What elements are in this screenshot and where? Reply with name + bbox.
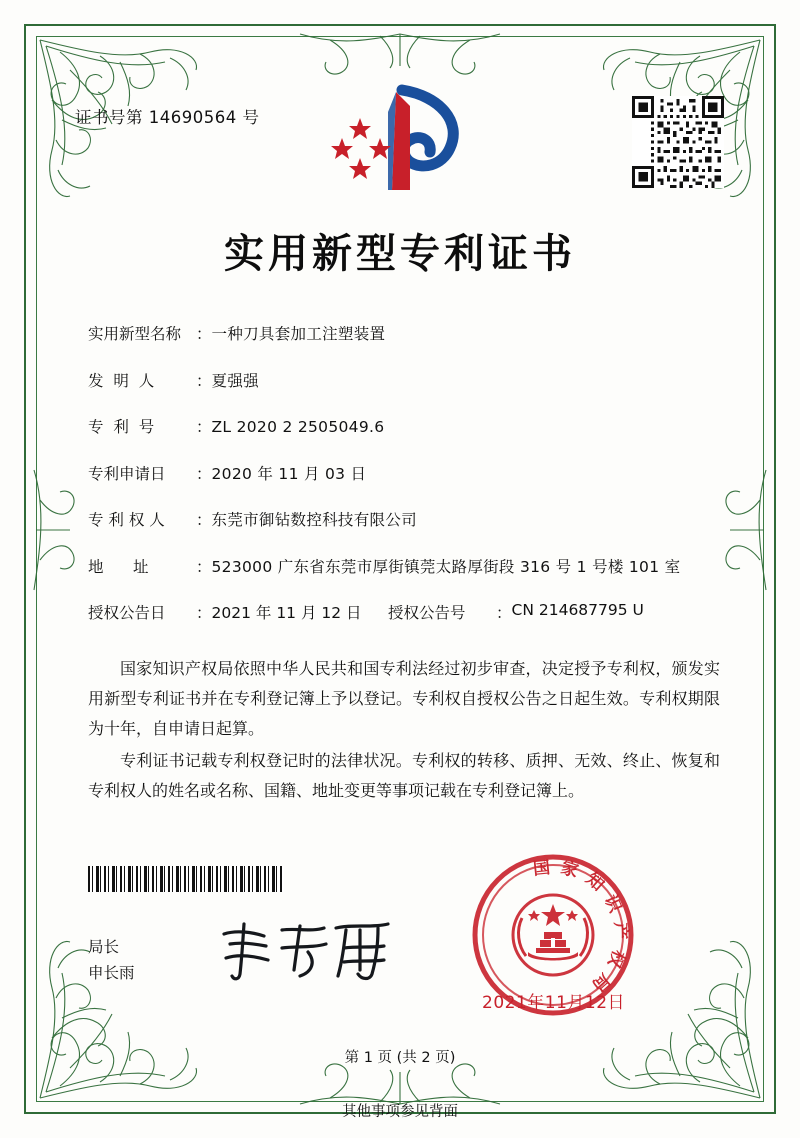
signature-block (88, 934, 135, 986)
field-value: 一种刀具套加工注塑装置 (211, 325, 386, 343)
field-grant-publication-number (388, 601, 644, 623)
field-inventor (88, 369, 718, 393)
field-value: 2021 年 11 月 12 日 (211, 604, 362, 623)
handwritten-signature (212, 918, 402, 984)
field-patent-number (88, 415, 718, 439)
field-label: 发 明 人 (88, 371, 155, 390)
field-colon: ： (196, 371, 212, 390)
field-application-date (88, 462, 718, 486)
barcode (88, 866, 284, 892)
field-grant-row (88, 601, 718, 623)
field-colon: ： (196, 464, 212, 483)
field-patentee (88, 508, 718, 532)
field-colon: ： (196, 557, 212, 576)
field-label: 实用新型名称 (88, 325, 182, 343)
page-title: 实用新型专利证书 (224, 231, 576, 277)
sipo-logo (330, 82, 470, 200)
field-label: 专 利 权 人 (88, 511, 165, 530)
body-paragraph-1: 国家知识产权局依照中华人民共和国专利法经过初步审查，决定授予专利权，颁发实用新型专利证书并在专利登记簿上予以登记。专利权自授权公告之日起生效。专利权期限为十年，自申请日起算。 (88, 659, 720, 738)
field-utility-model-name (88, 322, 718, 346)
field-label: 专 利 号 (88, 418, 155, 437)
body-paragraph-2: 专利证书记载专利权登记时的法律状况。专利权的转移、质押、无效、终止、恢复和专利权人的姓名或名称、国籍、地址变更等事项记载在专利登记簿上。 (88, 751, 720, 800)
field-label: 地 址 (88, 557, 149, 576)
field-value: 东莞市御钻数控科技有限公司 (211, 511, 417, 530)
field-value: 2020 年 11 月 03 日 (211, 464, 367, 483)
qr-code (632, 96, 724, 188)
field-colon: ： (196, 604, 212, 623)
field-colon: ： (196, 325, 212, 343)
field-value: ZL 2020 2 2505049.6 (211, 418, 385, 437)
signature-name: 申长雨 (88, 964, 135, 982)
field-colon: ： (496, 604, 512, 623)
signature-role: 局长 (88, 938, 120, 956)
field-label: 授权公告日 (88, 604, 166, 623)
field-label: 授权公告号 (388, 604, 466, 623)
seal-date: 2021年11月12日 (482, 993, 626, 1013)
field-label: 专利申请日 (88, 464, 166, 483)
field-address (88, 555, 718, 579)
fields-block (88, 322, 718, 645)
svg-text:国家知识产权局: 国家知识产权局 (532, 857, 631, 1002)
field-value: 夏强强 (211, 371, 259, 390)
field-value: 523000 广东省东莞市厚街镇莞太路厚街段 316 号 1 号楼 101 室 (211, 557, 681, 576)
field-value: CN 214687795 U (511, 601, 644, 620)
footer-note: 其他事项参见背面 (342, 1104, 458, 1120)
page-number: 第 1 页 (共 2 页) (344, 1050, 456, 1066)
body-text (88, 654, 720, 808)
field-colon: ： (196, 511, 212, 530)
certificate-number: 证书号第 14690564 号 (75, 108, 260, 127)
field-colon: ： (196, 418, 212, 437)
field-grant-date (88, 601, 388, 623)
